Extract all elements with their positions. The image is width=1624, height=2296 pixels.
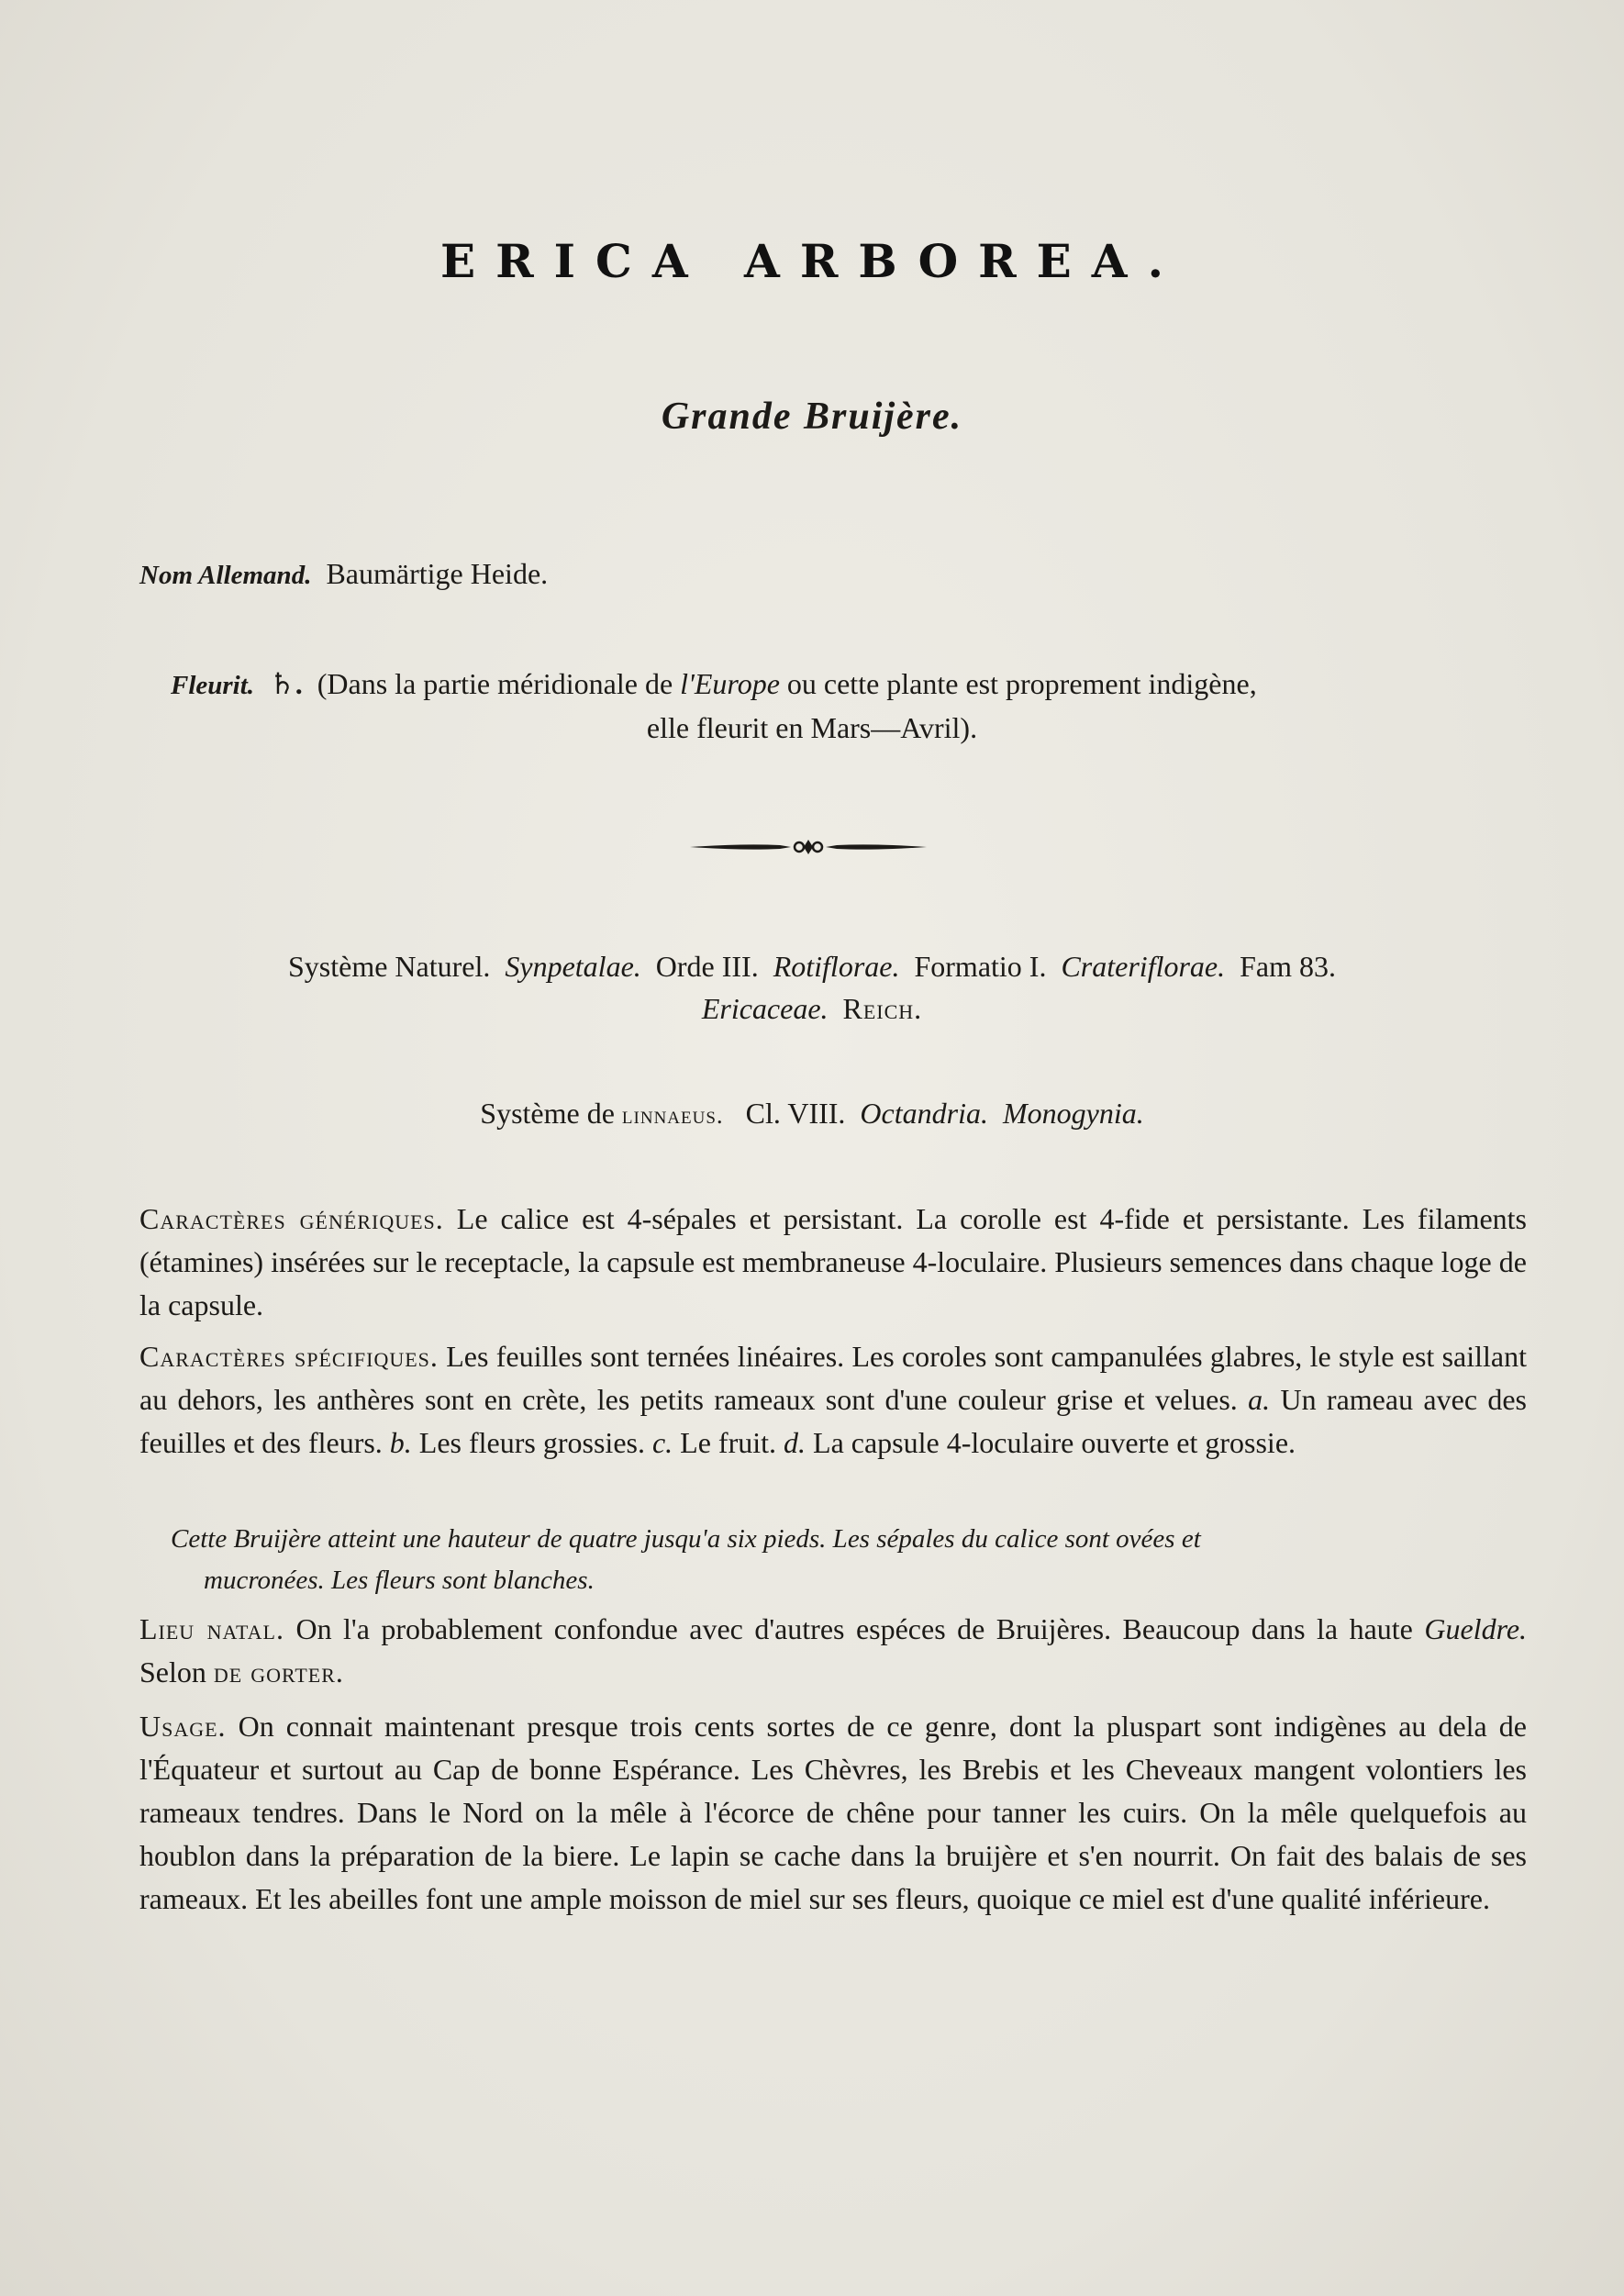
orde: Orde III. <box>655 950 759 983</box>
synpetalae: Synpetalae. <box>505 950 641 983</box>
systeme-naturel-line-1 <box>0 945 1624 987</box>
height-note <box>171 1519 1527 1601</box>
saturn-symbol: ♄. <box>269 667 303 700</box>
octandria: Octandria. <box>860 1097 988 1130</box>
lieu-natal-lead: Lieu natal. <box>139 1612 284 1645</box>
fleurit-text-b: ou cette plante est proprement indigène, <box>786 667 1257 700</box>
nom-allemand-value: Baumärtige Heide. <box>326 557 549 590</box>
systeme-linnaeus <box>0 1092 1624 1136</box>
usage-text: On connait maintenant presque trois cents sortes de ce genre, dont la pluspart sont indigènes au dela de l'Équateur et surtout au Cap de bonne Espérance. Les Chèvres, les Brebis et les Cheveaux mangent volontiers les rameaux tendres. Dans le Nord on la mêle à l'écorce de chêne pour tanner les cuirs. On la mêle quelquefois au houblon dans la préparation de la biere. Le lapin se cache dans la bruijère et s'en nourrit. On fait des balais de ses rameaux. Et les abeilles font une ample moisson de miel sur ses fleurs, quoique ce miel est d'une qualité inférieure. <box>139 1710 1528 1915</box>
nom-allemand <box>139 552 548 596</box>
linnaeus-name: linnaeus. <box>621 1101 724 1129</box>
systeme-naturel-label: Système Naturel. <box>287 950 491 983</box>
caracteres-generiques <box>139 1198 1527 1327</box>
fleurit-line-1 <box>171 663 1529 707</box>
height-note-line-2: mucronées. Les fleurs sont blanches. <box>204 1566 595 1595</box>
usage <box>139 1705 1527 1921</box>
figure-text-d: La capsule 4-loculaire ouverte et grossie. <box>813 1426 1296 1459</box>
figure-text-b: Les fleurs grossies. <box>418 1426 645 1459</box>
figure-ref-a: a. <box>1248 1383 1271 1416</box>
lieu-natal-text: On l'a probablement confondue avec d'autres espéces de Bruijères. Beaucoup dans la haute <box>295 1612 1413 1645</box>
lieu-natal <box>139 1608 1527 1694</box>
lieu-natal-place: Gueldre. <box>1424 1612 1528 1645</box>
systeme-naturel-line-2 <box>0 987 1624 1030</box>
crateriflorae: Crateriflorae. <box>1061 950 1226 983</box>
fleurit-label: Fleurit. <box>171 671 255 700</box>
ornament-divider <box>688 833 929 861</box>
figure-text-c: Le fruit. <box>680 1426 777 1459</box>
fleurit-line-2: elle fleurit en Mars—Avril). <box>646 711 978 744</box>
common-name: Grande Bruijère. <box>661 396 963 438</box>
figure-ref-b: b. <box>389 1426 412 1459</box>
nom-allemand-label: Nom Allemand. <box>139 561 312 590</box>
fam: Fam 83. <box>1240 950 1337 983</box>
caracteres-generiques-text: Le calice est 4-sépales et persistant. La corolle est 4-fide et persistante. Les filaments (étamines) insérées sur le receptacle, la capsule est membraneuse 4-loculaire. Plusieurs semences dans chaque loge de la capsule. <box>139 1202 1528 1321</box>
lieu-natal-author: de gorter. <box>213 1655 344 1689</box>
fleurit-place: l'Europe <box>680 667 780 700</box>
monogynia: Monogynia. <box>1002 1097 1144 1130</box>
figure-ref-c: c. <box>651 1426 673 1459</box>
ericaceae: Ericaceae. <box>701 992 829 1025</box>
height-note-line-1: Cette Bruijère atteint une hauteur de quatre jusqu'a six pieds. Les sépales du calice sont ovées et <box>171 1524 1201 1554</box>
caracteres-specifiques-text: Les feuilles sont ternées linéaires. Les coroles sont campanulées glabres, le style est saillant au dehors, les anthères sont en crète, les petits rameaux sont d'une couleur grise et velues. <box>139 1340 1528 1416</box>
formatio: Formatio I. <box>914 950 1047 983</box>
page-title: ERICA ARBOREA. <box>439 234 1184 288</box>
linnaeus-class: Cl. VIII. <box>745 1097 846 1130</box>
figure-ref-d: d. <box>784 1426 806 1459</box>
caracteres-specifiques <box>139 1335 1527 1465</box>
caracteres-generiques-lead: Caractères génériques. <box>139 1202 444 1235</box>
reich: Reich. <box>842 992 923 1025</box>
lieu-natal-text-2: Selon <box>139 1655 206 1689</box>
linnaeus-label: Système de <box>480 1097 615 1130</box>
rotiflorae: Rotiflorae. <box>773 950 900 983</box>
caracteres-specifiques-lead: Caractères spécifiques. <box>139 1340 439 1373</box>
fleurit-text-a: (Dans la partie méridionale de <box>317 667 673 700</box>
usage-lead: Usage. <box>139 1710 227 1743</box>
figure-text-a: Un rameau avec des feuilles et des fleurs. <box>139 1383 1528 1459</box>
